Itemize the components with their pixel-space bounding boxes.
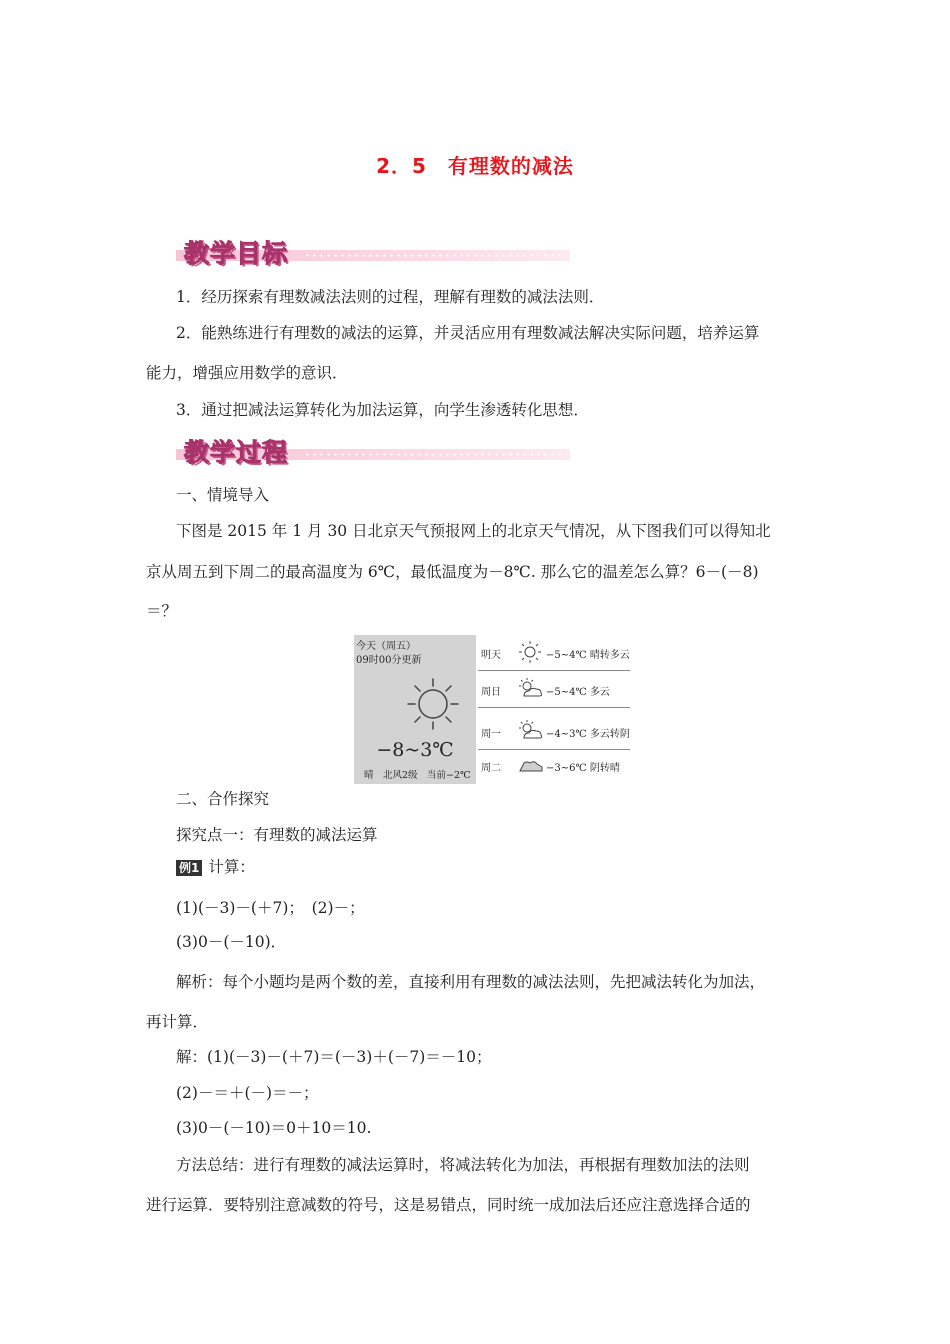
intro-line: ＝？ [146,602,178,620]
banner-dots [304,453,566,456]
partly-cloudy-icon [518,677,544,701]
goal-item: 1．经历探索有理数减法法则的过程，理解有理数的减法法则． [176,288,605,306]
update-time: 09时00分更新 [356,655,422,666]
forecast-row [478,748,630,784]
goal-item: 3．通过把减法运算转化为加法运算，向学生渗透转化思想． [176,401,589,419]
row-divider [478,670,630,671]
analysis-line: 再计算． [146,1013,209,1031]
today-conditions: 晴 北风2级 当前−2℃ [364,770,471,781]
banner-label: 教学目标 [184,239,289,268]
question-line: (3)0－(－10)． [176,933,287,951]
question-line: (1)(－3)－(＋7)； (2)－； [176,899,365,917]
today-weather-panel [354,635,476,784]
forecast-text: −3~6℃ 阴转晴 [546,763,620,774]
summary-line: 进行运算．要特别注意减数的符号，这是易错点，同时统一成加法后还应注意选择合适的 [146,1196,751,1214]
forecast-row [478,635,630,671]
part-heading: 一、情境导入 [176,486,270,504]
banner-dots [304,254,566,257]
analysis-line: 解析：每个小题均是两个数的差，直接利用有理数的减法法则，先把减法转化为加法， [176,973,766,991]
intro-line: 下图是 2015 年 1 月 30 日北京天气预报网上的北京天气情况，从下图我们可以得知北 [176,522,771,540]
example-label [176,857,255,877]
section-banner-teaching-process [176,433,570,471]
forecast-text: −5~4℃ 晴转多云 [546,650,630,661]
page-title: 2．5 有理数的减法 [376,154,574,178]
forecast-text: −4~3℃ 多云转阴 [546,729,630,740]
forecast-day: 周二 [481,763,501,774]
part-heading: 二、合作探究 [176,790,270,808]
sun-icon [518,640,542,664]
goal-item: 2．能熟练进行有理数的减法的运算，并灵活应用有理数减法解决实际问题，培养运算 [176,324,760,342]
solution-line: (3)0－(－10)＝0＋10＝10. [176,1119,372,1137]
example-badge: 例1 [176,860,202,876]
partly-cloudy-icon [518,719,544,743]
forecast-day: 周日 [481,687,501,698]
example-text: 计算： [208,858,255,876]
exploration-point: 探究点一：有理数的减法运算 [176,826,378,844]
row-divider [478,707,630,708]
weather-forecast-image [354,635,630,784]
summary-line: 方法总结：进行有理数的减法运算时，将减法转化为加法，再根据有理数加法的法则 [176,1156,750,1174]
solution-line: 解：(1)(－3)－(＋7)＝(－3)＋(－7)＝－10； [176,1048,492,1066]
solution-line: (2)－＝＋(－)＝－； [176,1084,319,1102]
goal-item: 能力，增强应用数学的意识． [146,364,348,382]
intro-line: 京从周五到下周二的最高温度为 6℃，最低温度为－8℃. 那么它的温差怎么算？6－(－8) [146,563,759,581]
forecast-day: 周一 [481,729,501,740]
today-temperature: −8~3℃ [376,739,454,761]
forecast-day: 明天 [481,650,501,661]
forecast-text: −5~4℃ 多云 [546,687,610,698]
overcast-icon [518,753,544,777]
section-banner-teaching-goals [176,234,570,272]
today-label: 今天（周五） [356,641,416,652]
sun-icon [404,675,462,733]
forecast-row [478,714,630,750]
forecast-row [478,672,630,708]
banner-label: 教学过程 [184,438,289,467]
